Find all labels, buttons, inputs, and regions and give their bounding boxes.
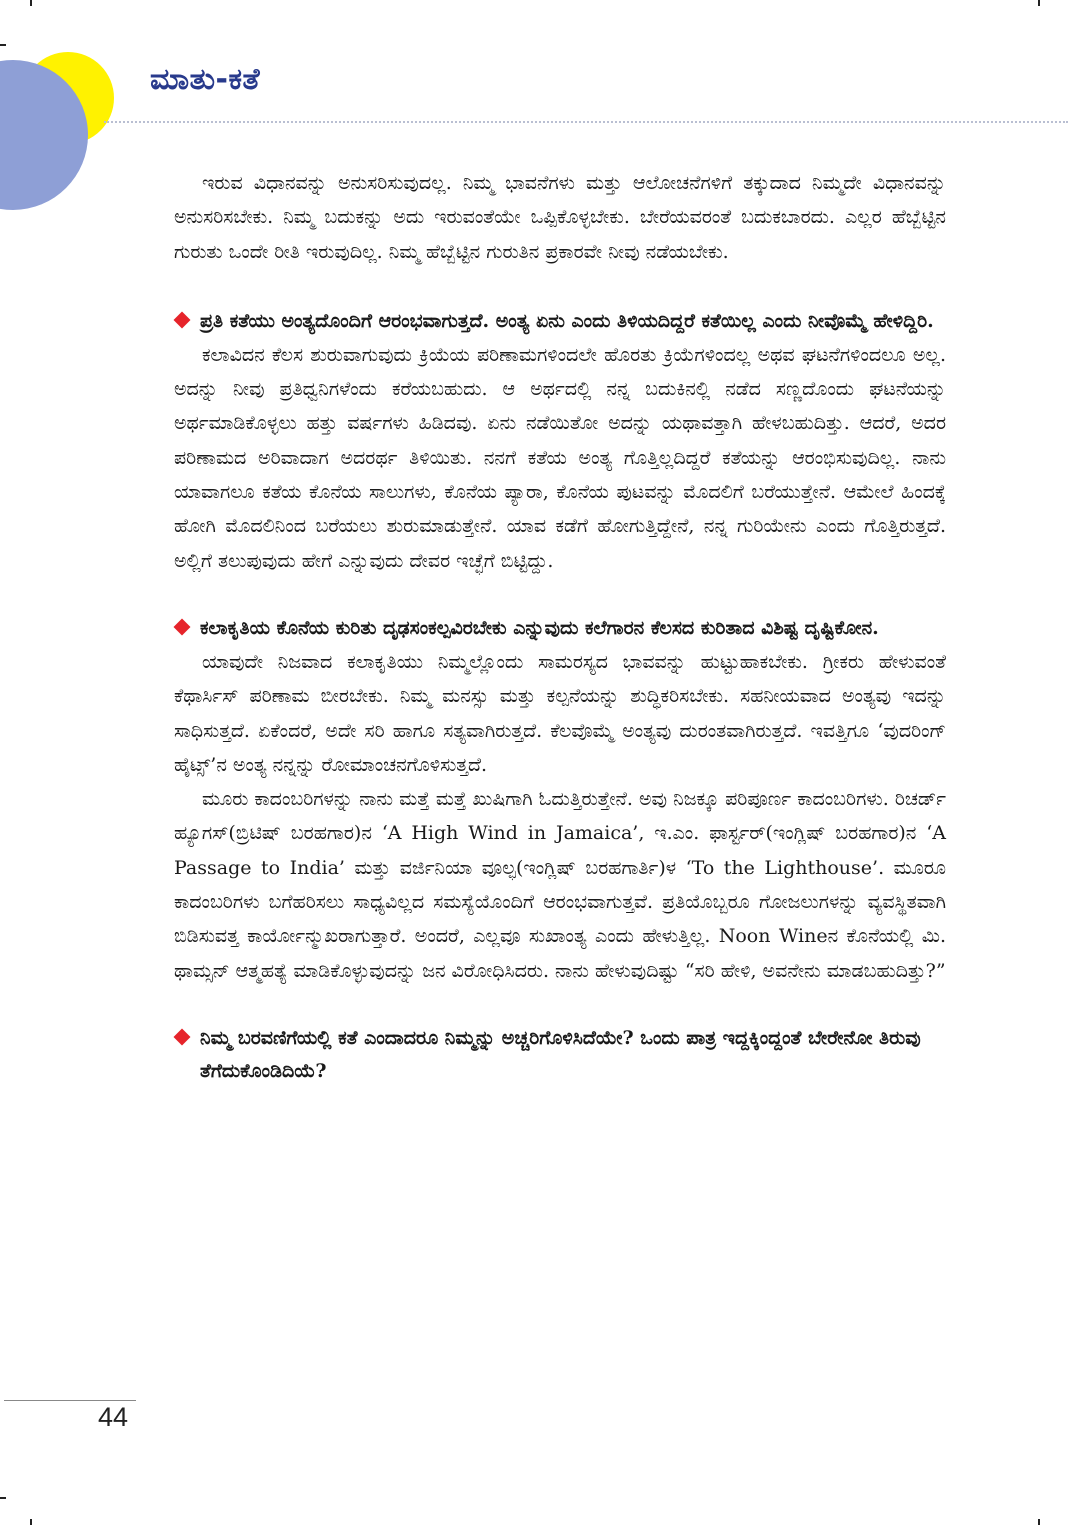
footer-rule	[4, 1400, 136, 1401]
intro-paragraph: ಇರುವ ವಿಧಾನವನ್ನು ಅನುಸರಿಸುವುದಲ್ಲ. ನಿಮ್ಮ ಭಾವನೆಗಳು ಮತ್ತು ಆಲೋಚನೆಗಳಿಗೆ ತಕ್ಕುದಾದ ನಿಮ್ಮದೇ ವಿಧಾನವನ್ನು ಅನುಸರಿಸಬೇಕು. ನಿಮ್ಮ ಬದುಕನ್ನು ಅದು ಇರುವಂತೆಯೇ ಒಪ್ಪಿಕೊಳ್ಳಬೇಕು. ಬೇರೆಯವರಂತೆ ಬದುಕಬಾರದು. ಎಲ್ಲರ ಹೆಬ್ಬೆಟ್ಟಿನ ಗುರುತು ಒಂದೇ ರೀತಿ ಇರುವುದಿಲ್ಲ. ನಿಮ್ಮ ಹೆಬ್ಬೆಟ್ಟಿನ ಗುರುತಿನ ಪ್ರಕಾರವೇ ನೀವು ನಡೆಯಬೇಕು.	[174, 172, 946, 263]
header-dotted-rule	[104, 121, 1068, 123]
red-diamond-bullet-icon	[174, 618, 191, 635]
red-diamond-bullet-icon	[174, 311, 191, 328]
page-number: 44	[98, 1402, 129, 1432]
answer-3-paragraph: ಮೂರು ಕಾದಂಬರಿಗಳನ್ನು ನಾನು ಮತ್ತೆ ಮತ್ತೆ ಖುಷಿಗಾಗಿ ಓದುತ್ತಿರುತ್ತೇನೆ. ಅವು ನಿಜಕ್ಕೂ ಪರಿಪೂರ್ಣ ಕಾದಂಬರಿಗಳು. ರಿಚರ್ಡ್ ಹ್ಯೂಗಸ್(ಬ್ರಿಟಿಷ್ ಬರಹಗಾರ)ನ ‘A High Wind in Jamaica’, ಇ.ಎಂ. ಫಾರ್ಸ್ಟರ್(ಇಂಗ್ಲಿಷ್ ಬರಹಗಾರ)ನ ‘A Passage to India’ ಮತ್ತು ವರ್ಜಿನಿಯಾ ವೂಲ್ಫ(ಇಂಗ್ಲಿಷ್ ಬರಹಗಾರ್ತಿ)ಳ ‘To the Lighthouse’. ಮೂರೂ ಕಾದಂಬರಿಗಳು ಬಗೆಹರಿಸಲು ಸಾಧ್ಯವಿಲ್ಲದ ಸಮಸ್ಯೆಯೊಂದಿಗೆ ಆರಂಭವಾಗುತ್ತವೆ. ಪ್ರತಿಯೊಬ್ಬರೂ ಗೋಜಲುಗಳನ್ನು ವ್ಯವಸ್ಥಿತವಾಗಿ ಬಿಡಿಸುವತ್ತ ಕಾರ್ಯೋನ್ಮುಖರಾಗುತ್ತಾರೆ. ಅಂದರೆ, ಎಲ್ಲವೂ ಸುಖಾಂತ್ಯ ಎಂದು ಹೇಳುತ್ತಿಲ್ಲ. Noon Wineನ ಕೊನೆಯಲ್ಲಿ ಮಿ. ಥಾಮ್ಸನ್ ಆತ್ಮಹತ್ಯೆ ಮಾಡಿಕೊಳ್ಳುವುದನ್ನು ಜನ ವಿರೋಧಿಸಿದರು. ನಾನು ಹೇಳುವುದಿಷ್ಟು “ಸರಿ ಹೇಳಿ, ಅವನೇನು ಮಾಡಬಹುದಿತ್ತು?”	[174, 788, 946, 982]
red-diamond-bullet-icon	[174, 1028, 191, 1045]
question-2-text: ಕಲಾಕೃತಿಯ ಕೊನೆಯ ಕುರಿತು ದೃಢಸಂಕಲ್ಪವಿರಬೇಕು ಎನ್ನುವುದು ಕಲೆಗಾರನ ಕೆಲಸದ ಕುರಿತಾದ ವಿಶಿಷ್ಟ ದೃಷ್ಟಿಕೋನ.	[200, 616, 879, 639]
crop-mark-left-upper	[0, 44, 6, 46]
crop-mark-left-lower	[0, 1497, 6, 1499]
question-3	[174, 1022, 946, 1088]
question-2	[174, 612, 946, 645]
chapter-title: ಮಾತು-ಕತೆ	[150, 62, 261, 97]
page-body	[174, 166, 946, 1088]
crop-mark-top-right	[1038, 0, 1040, 6]
crop-mark-top-left	[30, 0, 32, 6]
answer-1-paragraph: ಕಲಾವಿದನ ಕೆಲಸ ಶುರುವಾಗುವುದು ಕ್ರಿಯೆಯ ಪರಿಣಾಮಗಳಿಂದಲೇ ಹೊರತು ಕ್ರಿಯೆಗಳಿಂದಲ್ಲ ಅಥವ ಘಟನೆಗಳಿಂದಲೂ ಅಲ್ಲ. ಅದನ್ನು ನೀವು ಪ್ರತಿಧ್ವನಿಗಳೆಂದು ಕರೆಯಬಹುದು. ಆ ಅರ್ಥದಲ್ಲಿ ನನ್ನ ಬದುಕಿನಲ್ಲಿ ನಡೆದ ಸಣ್ಣದೊಂದು ಘಟನೆಯನ್ನು ಅರ್ಥಮಾಡಿಕೊಳ್ಳಲು ಹತ್ತು ವರ್ಷಗಳು ಹಿಡಿದವು. ಏನು ನಡೆಯಿತೋ ಅದನ್ನು ಯಥಾವತ್ತಾಗಿ ಹೇಳಬಹುದಿತ್ತು. ಆದರೆ, ಅದರ ಪರಿಣಾಮದ ಅರಿವಾದಾಗ ಅದರರ್ಥ ತಿಳಿಯಿತು. ನನಗೆ ಕತೆಯ ಅಂತ್ಯ ಗೊತ್ತಿಲ್ಲದಿದ್ದರೆ ಕತೆಯನ್ನು ಆರಂಭಿಸುವುದಿಲ್ಲ. ನಾನು ಯಾವಾಗಲೂ ಕತೆಯ ಕೊನೆಯ ಸಾಲುಗಳು, ಕೊನೆಯ ಪ್ಯಾರಾ, ಕೊನೆಯ ಪುಟವನ್ನು ಮೊದಲಿಗೆ ಬರೆಯುತ್ತೇನೆ. ಆಮೇಲೆ ಹಿಂದಕ್ಕೆ ಹೋಗಿ ಮೊದಲಿನಿಂದ ಬರೆಯಲು ಶುರುಮಾಡುತ್ತೇನೆ. ಯಾವ ಕಡೆಗೆ ಹೋಗುತ್ತಿದ್ದೇನೆ, ನನ್ನ ಗುರಿಯೇನು ಎಂದು ಗೊತ್ತಿರುತ್ತದೆ. ಅಲ್ಲಿಗೆ ತಲುಪುವುದು ಹೇಗೆ ಎನ್ನುವುದು ದೇವರ ಇಚ್ಛೆಗೆ ಬಿಟ್ಟಿದ್ದು.	[174, 343, 946, 572]
question-1	[174, 305, 946, 338]
question-1-text: ಪ್ರತಿ ಕತೆಯು ಅಂತ್ಯದೊಂದಿಗೆ ಆರಂಭವಾಗುತ್ತದೆ. ಅಂತ್ಯ ಏನು ಎಂದು ತಿಳಿಯದಿದ್ದರೆ ಕತೆಯಿಲ್ಲ ಎಂದು ನೀವೊಮ್ಮೆ ಹೇಳಿದ್ದಿರಿ.	[200, 309, 934, 332]
answer-2-paragraph: ಯಾವುದೇ ನಿಜವಾದ ಕಲಾಕೃತಿಯು ನಿಮ್ಮಲ್ಲೊಂದು ಸಾಮರಸ್ಯದ ಭಾವವನ್ನು ಹುಟ್ಟುಹಾಕಬೇಕು. ಗ್ರೀಕರು ಹೇಳುವಂತೆ ಕೆಥಾರ್ಸಿಸ್ ಪರಿಣಾಮ ಬೀರಬೇಕು. ನಿಮ್ಮ ಮನಸ್ಸು ಮತ್ತು ಕಲ್ಪನೆಯನ್ನು ಶುದ್ಧಿಕರಿಸಬೇಕು. ಸಹನೀಯವಾದ ಅಂತ್ಯವು ಇದನ್ನು ಸಾಧಿಸುತ್ತದೆ. ಏಕೆಂದರೆ, ಅದೇ ಸರಿ ಹಾಗೂ ಸತ್ಯವಾಗಿರುತ್ತದೆ. ಕೆಲವೊಮ್ಮೆ ಅಂತ್ಯವು ದುರಂತವಾಗಿರುತ್ತದೆ. ಇವತ್ತಿಗೂ ‘ವುದರಿಂಗ್ ಹೈಟ್ಸ್’ನ ಅಂತ್ಯ ನನ್ನನ್ನು ರೋಮಾಂಚನಗೊಳಿಸುತ್ತದೆ.	[174, 650, 946, 776]
crop-mark-bottom-left	[30, 1519, 32, 1525]
crop-mark-bottom-right	[1038, 1519, 1040, 1525]
question-3-text: ನಿಮ್ಮ ಬರವಣಿಗೆಯಲ್ಲಿ ಕತೆ ಎಂದಾದರೂ ನಿಮ್ಮನ್ನು ಅಚ್ಚರಿಗೊಳಿಸಿದೆಯೇ? ಒಂದು ಪಾತ್ರ ಇದ್ದಕ್ಕಿಂದ್ದಂತೆ ಬೇರೇನೋ ತಿರುವು ತೆಗೆದುಕೊಂಡಿದಿಯೆ?	[200, 1026, 921, 1082]
